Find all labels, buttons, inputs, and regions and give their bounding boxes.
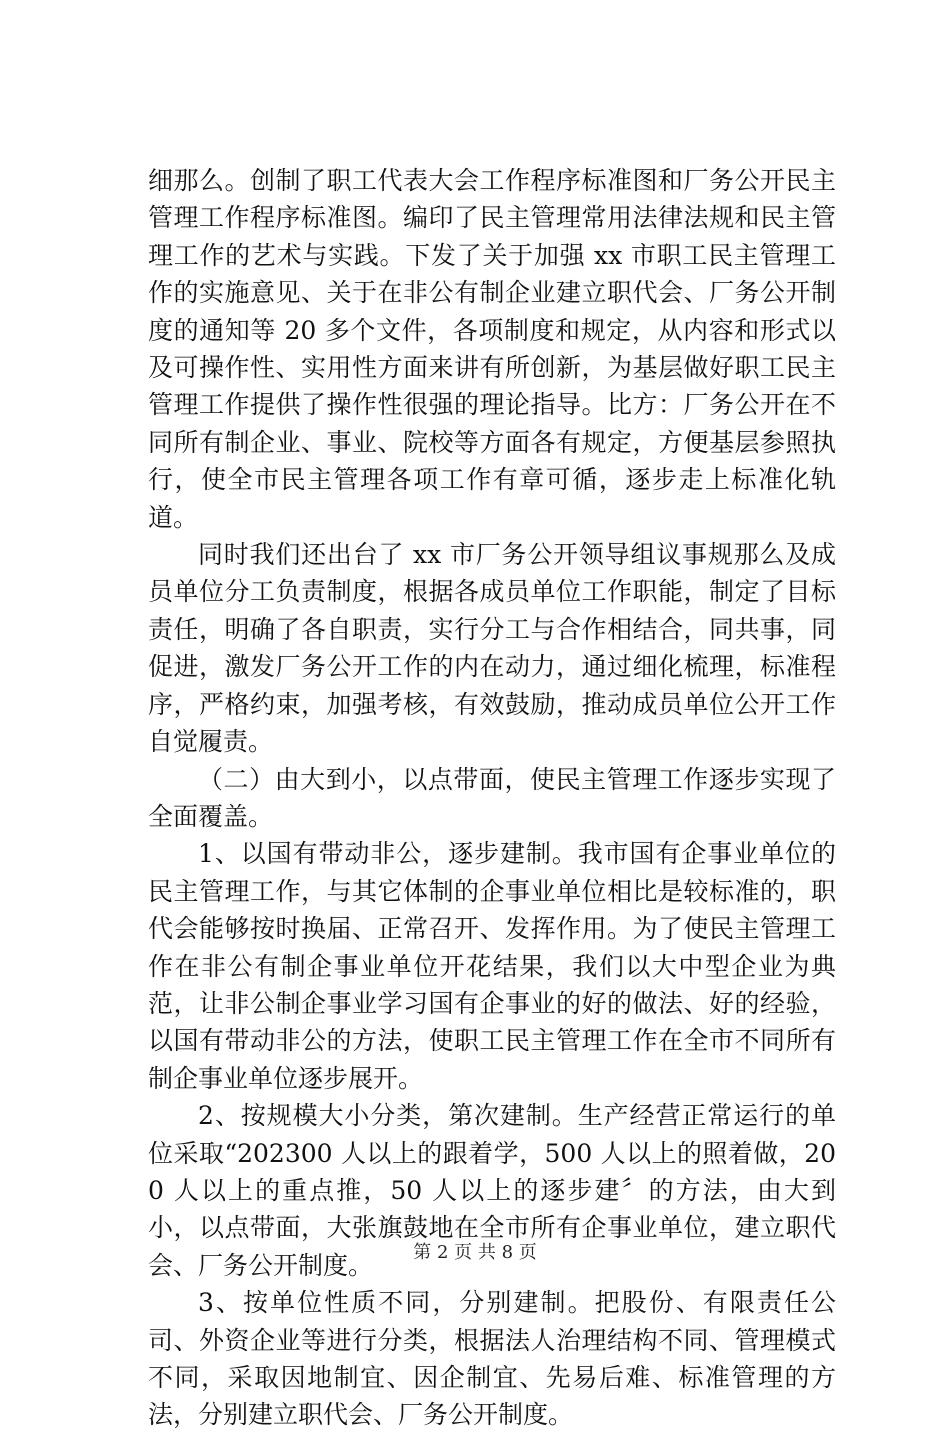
paragraph-4: 1、以国有带动非公，逐步建制。我市国有企事业单位的民主管理工作，与其它体制的企事业单位相比是较标准的，职代会能够按时换届、正常召开、发挥作用。为了使民主管理工作在非公有制企事业单位开花结果，我们以大中型企业为典范，让非公制企事业学习国有企事业的好的做法、好的经验，以国有带动非公的方法，使职工民主管理工作在全市不同所有制企事业单位逐步展开。 bbox=[148, 839, 836, 1093]
paragraph-5: 2、按规模大小分类，第次建制。生产经营正常运行的单位采取“202300 人以上的跟着学，500 人以上的照着做，200 人以上的重点推，50 人以上的逐步建〞的方法，由大到小，以点带面，大张旗鼓地在全市所有企事业单位，建立职代会、厂务公开制度。 bbox=[148, 1101, 836, 1280]
paragraph-2: 同时我们还出台了 xx 市厂务公开领导组议事规那么及成员单位分工负责制度，根据各成员单位工作职能，制定了目标责任，明确了各自职责，实行分工与合作相结合，同共事，同促进，激发厂务公开工作的内在动力，通过细化梳理，标准程序，严格约束，加强考核，有效鼓励，推动成员单位公开工作自觉履责。 bbox=[148, 540, 836, 757]
paragraph-3-section-heading: （二）由大到小，以点带面，使民主管理工作逐步实现了全面覆盖。 bbox=[148, 764, 836, 831]
page-footer: 第 2 页 共 8 页 bbox=[413, 1242, 537, 1263]
paragraph-6: 3、按单位性质不同，分别建制。把股份、有限责任公司、外资企业等进行分类，根据法人治理结构不同、管理模式不同，采取因地制宜、因企制宜、先易后难、标准管理的方法，分别建立职代会、厂务公开制度。 bbox=[148, 1288, 836, 1430]
paragraph-1: 细那么。创制了职工代表大会工作程序标准图和厂务公开民主管理工作程序标准图。编印了民主管理常用法律法规和民主管理工作的艺术与实践。下发了关于加强 xx 市职工民主管理工作的实施意见、关于在非公有制企业建立职代会、厂务公开制度的通知等 20 多个文件，各项制度和规定，从内容和形式以及可操作性、实用性方面来讲有所创新，为基层做好职工民主管理工作提供了操作性很强的理论指导。比方：厂务公开在不同所有制企业、事业、院校等方面各有规定，方便基层参照执行，使全市民主管理各项工作有章可循，逐步走上标准化轨道。 bbox=[148, 166, 836, 532]
